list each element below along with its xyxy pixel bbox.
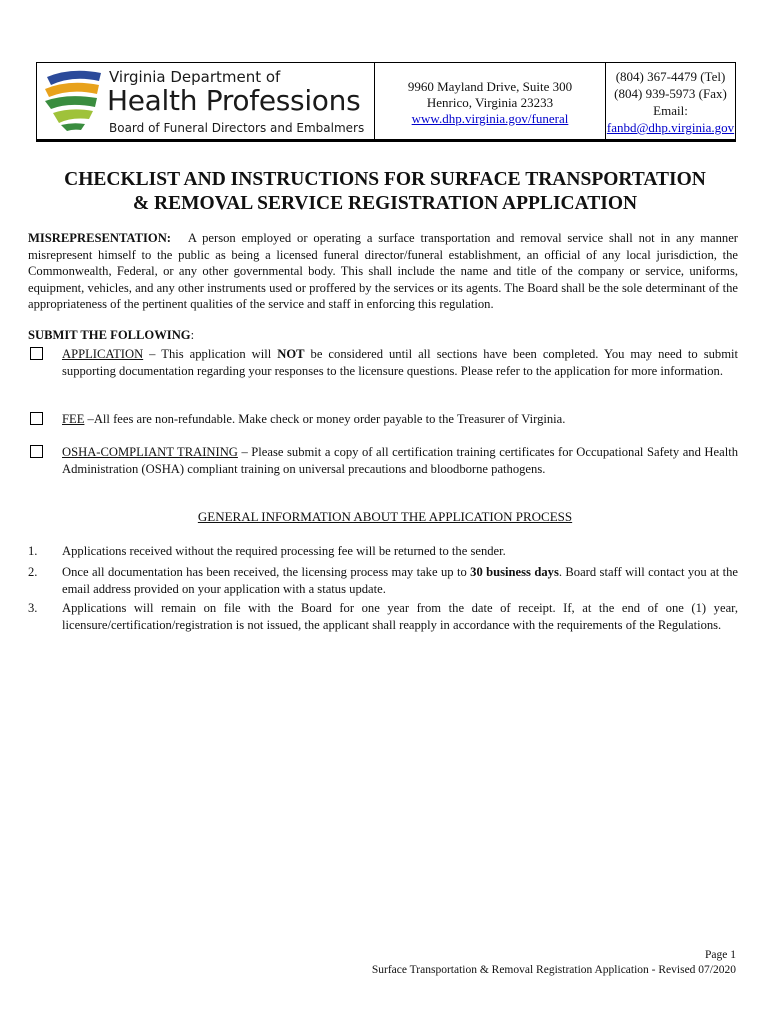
title-line2: & REMOVAL SERVICE REGISTRATION APPLICATION: [132, 193, 638, 214]
agency-logo-block: [37, 63, 373, 140]
fee-label: FEE: [62, 412, 85, 426]
address-street: 9960 Mayland Drive, Suite 300: [407, 79, 573, 94]
phone-fax: (804) 939-5973 (Fax): [614, 86, 727, 101]
org-name-line2: Health Professions: [107, 84, 361, 117]
misrepresentation-text: A person employed or operating a surface transportation and removal service shall not in any manner misrepresent himself to the public as being a licensed funeral director/funeral establishment, an official of any local jurisdiction, the Commonwealth, Federal, or any other governmental body. This shall include the name and title of the company or service, uniforms, equipment, vehicles, and any other instruments used or proffered by the services or its agents. The Board shall be the sole determinant of the appropriateness of the pertinent qualities of the service and staff in enforcing this regulation.: [28, 231, 738, 311]
email-label: Email:: [653, 103, 688, 118]
osha-description: – Please submit a copy of all certification training certificates for Occupational Safety and Health Administration (OSHA) compliant training on universal precautions and bloodborne pathogens.: [62, 445, 738, 476]
fee-checkbox[interactable]: [30, 412, 43, 425]
fee-text: [62, 411, 738, 428]
application-text-post: be considered until all sections have been completed. You may need to submit supporting documentation regarding your responses to the licensure questions. Please refer to the application for more information.: [62, 347, 738, 378]
item-text: Applications will remain on file with the Board for one year from the date of receipt. If, at the end of one (1) year, licensure/certification/registration is not issued, the applicant shall reapply in accordance with the requirements of the Regulations.: [62, 601, 738, 632]
fee-description: –All fees are non-refundable. Make check or money order payable to the Treasurer of Virginia.: [84, 412, 566, 426]
general-info-heading: GENERAL INFORMATION ABOUT THE APPLICATION PROCESS: [197, 509, 573, 524]
dhp-logo-icon: [41, 67, 105, 133]
org-name-line1: Virginia Department of: [109, 68, 281, 86]
title-line1: CHECKLIST AND INSTRUCTIONS FOR SURFACE TRANSPORTATION: [64, 169, 706, 190]
osha-checkbox[interactable]: [30, 445, 43, 458]
submit-heading: [28, 328, 194, 343]
item-text: Applications received without the required processing fee will be returned to the sender.: [62, 544, 506, 558]
item-number: 3.: [28, 601, 38, 615]
revision-note: Surface Transportation & Removal Registration Application - Revised 07/2020: [371, 964, 736, 976]
address-city: Henrico, Virginia 23233: [426, 95, 554, 110]
address-block: [374, 63, 606, 140]
item-text: [62, 564, 738, 597]
submit-heading-colon: :: [190, 328, 195, 342]
application-text-pre: – This application will: [143, 347, 278, 361]
page-number: Page 1: [705, 949, 736, 961]
submit-heading-text: SUBMIT THE FOLLOWING: [28, 328, 191, 342]
misrepresentation-label: MISREPRESENTATION:: [28, 231, 171, 245]
item-text-pre: Once all documentation has been received, the licensing process may take up to: [62, 565, 471, 579]
contact-block: [606, 63, 735, 145]
misrepresentation-paragraph: [28, 230, 738, 313]
website-link[interactable]: www.dhp.virginia.gov/funeral: [411, 111, 569, 126]
application-text: [62, 346, 738, 379]
item-text-post: . Board staff will contact you at the email address provided on your application with a status update.: [62, 565, 738, 596]
board-name: Board of Funeral Directors and Embalmers: [109, 121, 365, 135]
document-title: [30, 168, 740, 216]
application-checkbox[interactable]: [30, 347, 43, 360]
application-text-bold: NOT: [277, 347, 305, 361]
osha-text: [62, 444, 738, 477]
application-label: APPLICATION: [62, 347, 144, 361]
osha-label: OSHA-COMPLIANT TRAINING: [62, 445, 238, 459]
email-link[interactable]: fanbd@dhp.virginia.gov: [606, 120, 735, 135]
page-footer: [372, 948, 736, 978]
phone-tel: (804) 367-4479 (Tel): [615, 69, 726, 84]
item-number: 1.: [28, 544, 38, 558]
letterhead: [36, 62, 736, 142]
item-number: 2.: [28, 565, 38, 579]
item-text-bold: 30 business days: [470, 565, 559, 579]
